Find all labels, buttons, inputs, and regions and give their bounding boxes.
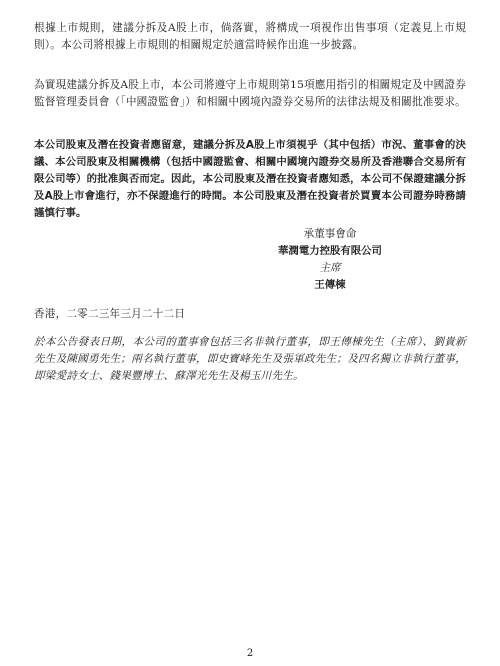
paragraph-investor-warning: 本公司股東及潛在投資者應留意，建議分拆及A股上市須視乎（其中包括）市況、董事會的決議、本公司股東及相關機構（包括中國證監會、相關中國境內證券交易所及香港聯合交易所有限公司等）的批准與否而定。因此，本公司股東及潛在投資者應知悉，本公司不保證建議分拆及A股上市會進行，亦不保證進行的時間。本公司股東及潛在投資者於買賣本公司證券時務請謹慎行事。 [34,139,466,219]
signature-company: 華潤電力控股有限公司 [278,245,382,257]
date-line: 香港，二零二三年三月二十二日 [34,308,186,320]
board-composition-note: 於本公告發表日期，本公司的董事會包括三名非執行董事，即王傳棟先生（主席）、劉貴新先生及陳國勇先生；兩名執行董事，即史寶峰先生及張軍政先生；及四名獨立非執行董事，即梁愛詩女士、錢果豐博士、蘇澤光先生及楊玉川先生。 [34,336,466,382]
signature-role: 主席 [319,262,341,274]
page-number: 2 [246,648,254,659]
signature-name: 王傳棟 [314,279,346,291]
signature-block [230,226,430,294]
paragraph-deemed-disposal: 根據上市規則，建議分拆及A股上市，倘落實，將構成一項視作出售事項（定義見上市規則）。本公司將根據上市規則的相關規定於適當時候作出進一步披露。 [34,22,466,51]
signature-by-order: 承董事會命 [303,228,357,240]
paragraph-compliance: 為實現建議分拆及A股上市，本公司將遵守上市規則第15項應用指引的相關規定及中國證券監督管理委員會（「中國證監會」）和相關中國境內證券交易所的法律法規及相關批准要求。 [34,79,466,108]
